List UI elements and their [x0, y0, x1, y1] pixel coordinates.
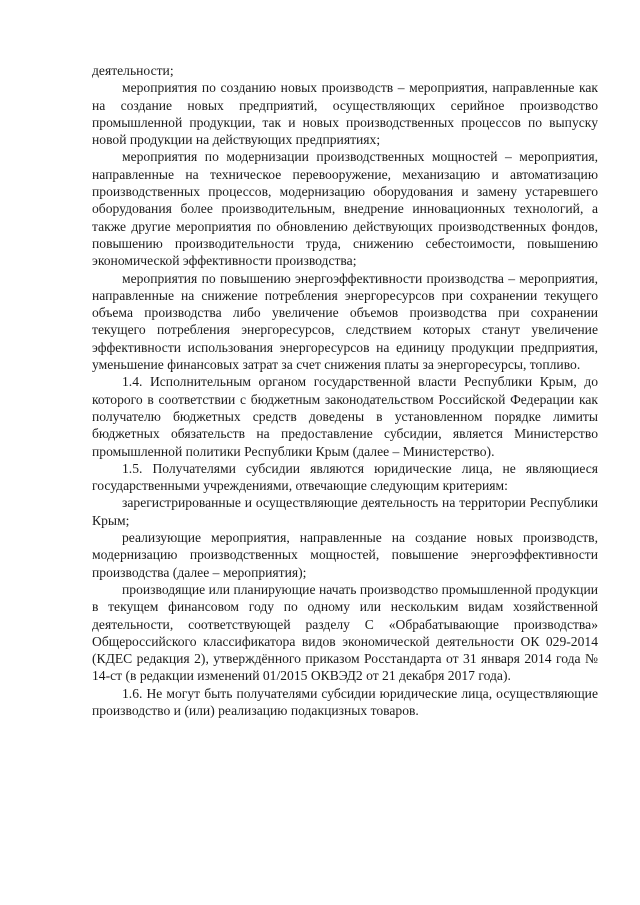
paragraph-continuation: деятельности; — [92, 63, 174, 78]
paragraph-criterion-registered: зарегистрированные и осуществляющие деятельность на территории Республики Крым; — [92, 495, 598, 528]
paragraph-section-1-6: 1.6. Не могут быть получателями субсидии юридические лица, осуществляющие производство и (или) реализацию подакцизных товаров. — [92, 685, 598, 718]
paragraph-new-production: мероприятия по созданию новых производств – мероприятия, направленные как на создание новых предприятий, осуществляющих серийное производство промышленной продукции, так и новых производственных процессов по выпуску новой продукции на действующих предприятиях; — [92, 80, 598, 148]
paragraph-section-1-4: 1.4. Исполнительным органом государственной власти Республики Крым, до которого в соответствии с бюджетным законодательством Российской Федерации как получателю бюджетных средств доведены в установленном порядке лимиты бюджетных обязательств на предоставление субсидии, является Министерство промышленной политики Республики Крым (далее – Министерство). — [92, 374, 598, 459]
paragraph-criterion-producing: производящие или планирующие начать производство промышленной продукции в текущем финансовом году по одному или нескольким видам хозяйственной деятельности, соответствующей разделу С «Обрабатывающие производства» Общероссийского классификатора видов экономической деятельности ОК 029-2014 (КДЕС редакция 2), утверждённого приказом Росстандарта от 31 января 2014 года № 14-ст (в редакции изменений 01/2015 ОКВЭД2 от 21 декабря 2017 года). — [92, 581, 598, 684]
document-page — [92, 62, 598, 719]
paragraph-modernization: мероприятия по модернизации производственных мощностей – мероприятия, направленные на техническое перевооружение, механизацию и автоматизацию производственных процессов, модернизацию оборудования и замену устаревшего оборудования более производительным, внедрение инновационных технологий, а также другие мероприятия по обновлению действующих производственных фондов, повышению производительности труда, снижению себестоимости, повышению экономической эффективности производства; — [92, 149, 598, 269]
paragraph-criterion-implementing: реализующие мероприятия, направленные на создание новых производств, модернизацию производственных мощностей, повышение энергоэффективности производства (далее – мероприятия); — [92, 530, 598, 580]
paragraph-section-1-5: 1.5. Получателями субсидии являются юридические лица, не являющиеся государственными учреждениями, отвечающие следующим критериям: — [92, 460, 598, 494]
paragraph-energy-efficiency: мероприятия по повышению энергоэффективности производства – мероприятия, направленные на снижение потребления энергоресурсов при сохранении текущего объема производства либо увеличение объемов производства при сохранении текущего потребления энергоресурсов, следствием которых станут увеличение эффективности использования энергоресурсов на единицу продукции предприятия, уменьшение финансовых затрат за счет снижения платы за энергоресурсы, топливо. — [92, 270, 598, 373]
